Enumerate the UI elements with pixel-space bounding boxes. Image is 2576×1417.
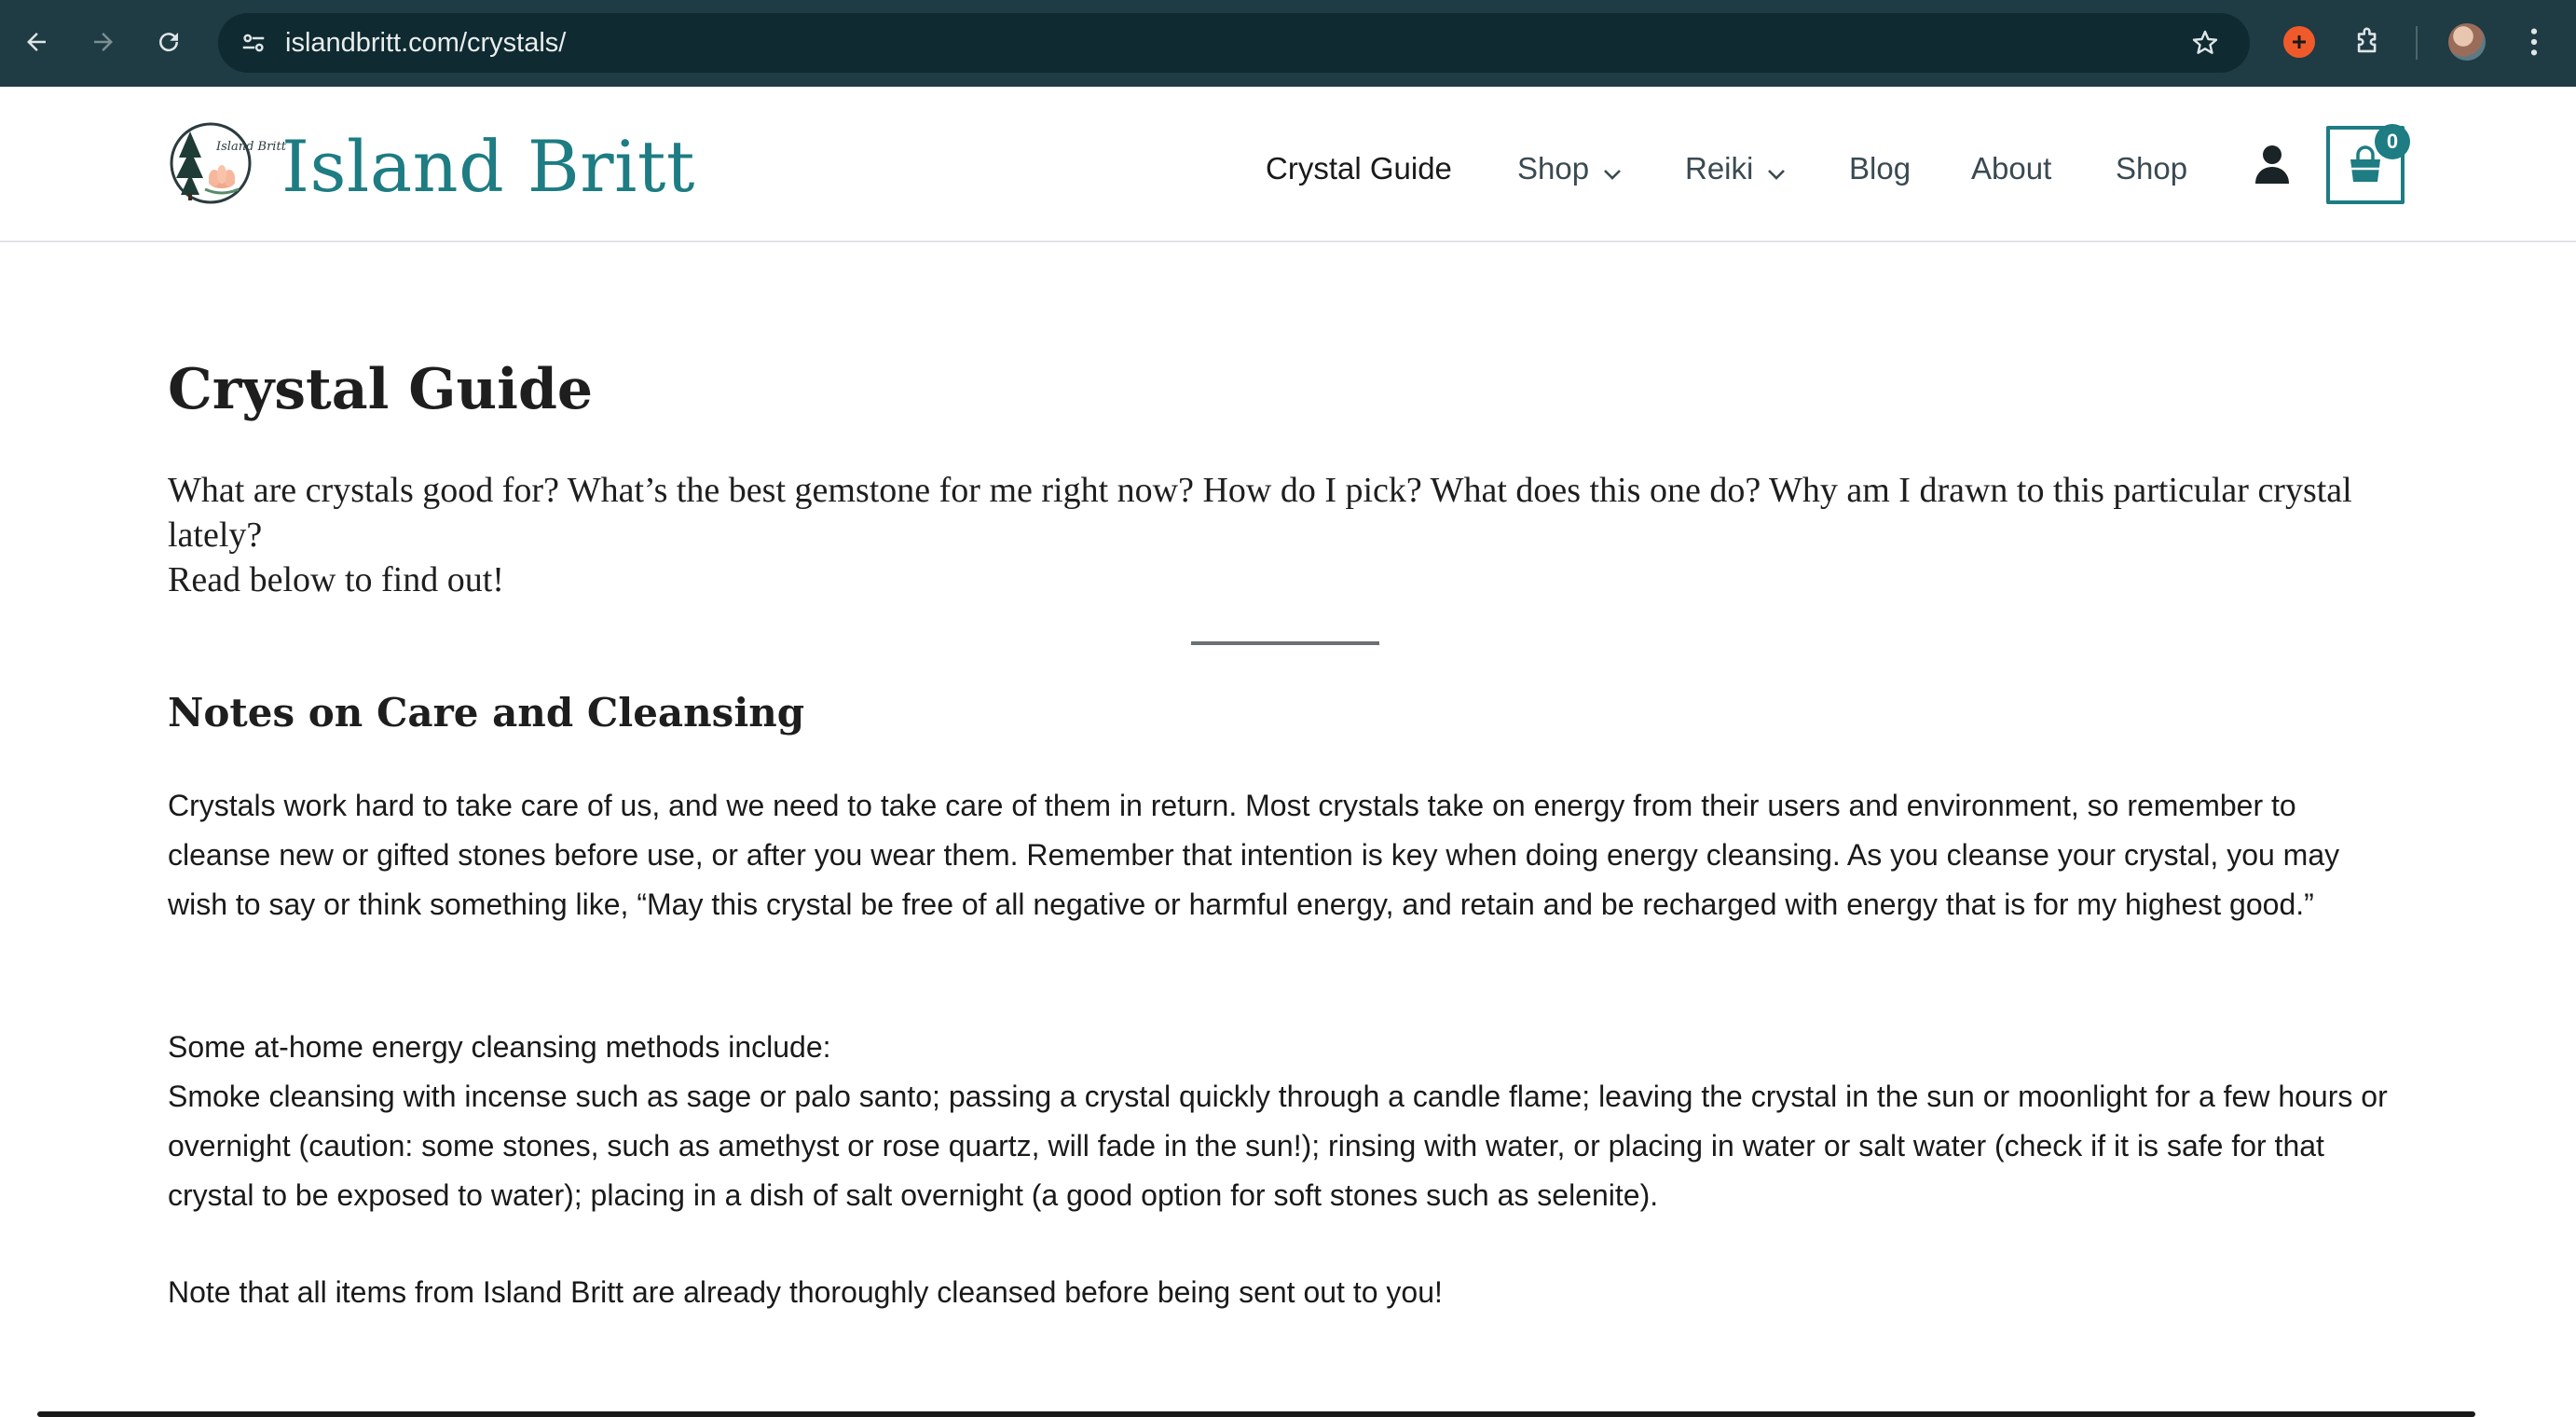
nav-shop-menu[interactable] xyxy=(1517,141,1623,197)
cart-count-badge: 0 xyxy=(2375,124,2410,159)
reload-icon[interactable] xyxy=(147,21,190,63)
nav-blog[interactable]: Blog xyxy=(1849,151,1911,186)
cleansed-note xyxy=(168,1268,2405,1317)
bookmark-star-icon[interactable] xyxy=(2186,24,2224,62)
site-info-icon[interactable] xyxy=(237,26,270,60)
page-title: Crystal Guide xyxy=(168,357,594,422)
toolbar-divider xyxy=(2416,26,2418,60)
forward-arrow-icon[interactable] xyxy=(82,21,125,63)
logo-text: Island Britt xyxy=(216,140,286,154)
cleansing-methods xyxy=(168,1023,2405,1220)
url-text[interactable]: islandbritt.com/crystals/ xyxy=(285,28,567,58)
section-title: Notes on Care and Cleansing xyxy=(168,690,805,736)
intro-cta: Read below to find out! xyxy=(168,560,504,599)
site-logo[interactable] xyxy=(168,120,286,206)
nav-reiki-menu[interactable] xyxy=(1685,141,1787,197)
cleansing-methods-list: Smoke cleansing with incense such as sage or palo santo; passing a crystal quickly through a candle flame; leaving the crystal in the sun or moonlight for a few hours or overnight (caution: some stones, such as amethyst or rose quartz, will fade in the sun!); rinsing with water, or placing in water or salt water (check if it is safe for that crystal to be exposed to water); placing in a dish of salt overnight (a good option for soft stones such as selenite). xyxy=(168,1080,2388,1212)
chevron-down-icon xyxy=(1766,143,1787,199)
nav-reiki-menu-label: Reiki xyxy=(1685,151,1754,186)
site-brand[interactable]: Island Britt xyxy=(281,125,695,208)
care-paragraph xyxy=(168,781,2405,929)
profile-avatar[interactable] xyxy=(2446,21,2488,63)
back-arrow-icon[interactable] xyxy=(15,21,58,63)
cleansing-methods-intro: Some at-home energy cleansing methods include: xyxy=(168,1030,831,1064)
browser-toolbar xyxy=(0,0,2576,87)
chevron-down-icon xyxy=(1602,143,1623,199)
intro-questions: What are crystals good for? What’s the best gemstone for me right now? How do I pick? What does this one do? Why am I drawn to this particular crystal lately? xyxy=(168,471,2352,555)
section-divider xyxy=(1191,641,1379,645)
extension-plus-icon[interactable] xyxy=(2278,21,2321,63)
intro-text xyxy=(168,468,2405,602)
nav-shop[interactable]: Shop xyxy=(2116,151,2188,186)
cleansed-note-text: Note that all items from Island Britt are already thoroughly cleansed before being sent out to you! xyxy=(168,1275,1443,1309)
site-header xyxy=(0,87,2576,242)
more-menu-icon[interactable] xyxy=(2513,21,2555,63)
nav-shop-menu-label: Shop xyxy=(1517,151,1590,186)
extensions-puzzle-icon[interactable] xyxy=(2347,21,2390,63)
care-paragraph-text: Crystals work hard to take care of us, and we need to take care of them in return. Most crystals take on energy from their users and environment, so remember to cleanse new or gifted stones before use, or after you wear them. Remember that intention is key when doing energy cleansing. As you cleanse your crystal, you may wish to say or think something like, “May this crystal be free of all negative or harmful energy, and retain and be recharged with energy that is for my highest good.” xyxy=(168,789,2340,921)
nav-crystal-guide[interactable]: Crystal Guide xyxy=(1266,151,1452,186)
nav-about[interactable]: About xyxy=(1971,151,2052,186)
content-bottom-rule xyxy=(37,1411,2475,1417)
user-account-icon[interactable] xyxy=(2254,143,2291,186)
address-bar[interactable] xyxy=(218,13,2250,73)
